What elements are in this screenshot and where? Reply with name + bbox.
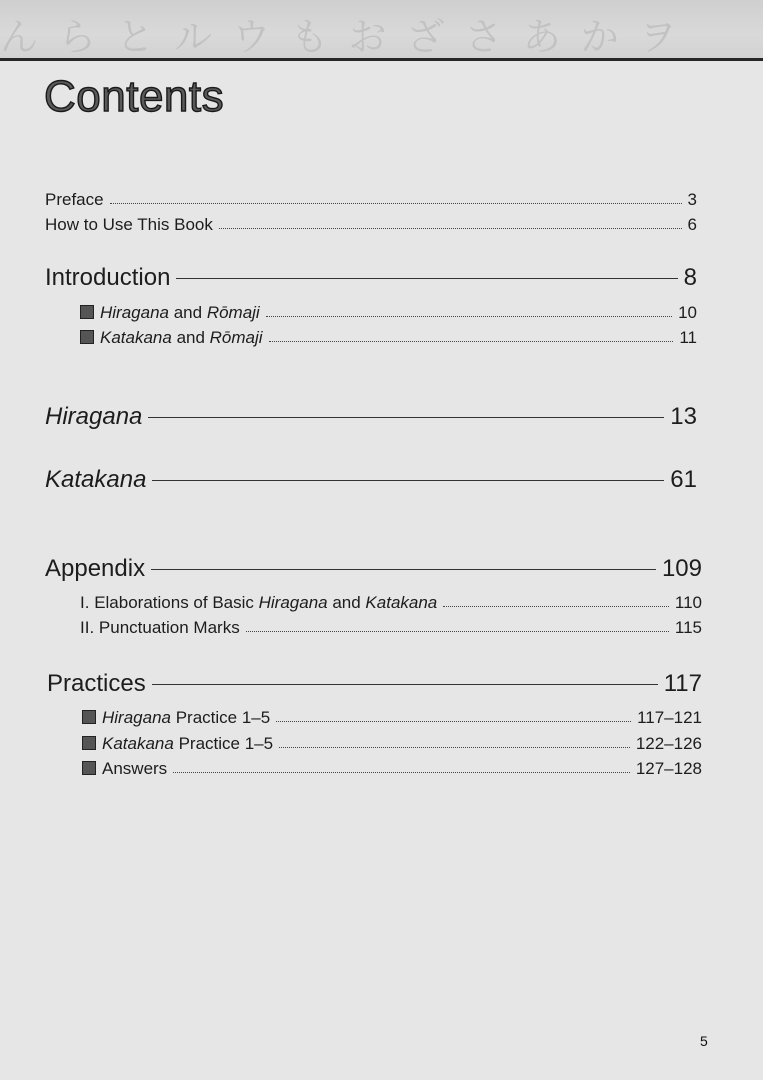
toc-chapter-katakana[interactable] bbox=[45, 466, 697, 494]
toc-entry-hiragana-practice[interactable] bbox=[82, 708, 702, 728]
toc-entry-answers[interactable] bbox=[82, 759, 702, 779]
toc-entry-label: I. Elaborations of Basic Hiragana and Katakana bbox=[80, 593, 438, 612]
toc-chapter-appendix[interactable] bbox=[45, 555, 702, 583]
toc-entry-label: Katakana and Rōmaji bbox=[80, 328, 263, 348]
toc-entry-page: 3 bbox=[687, 190, 697, 209]
square-bullet-icon bbox=[82, 761, 96, 775]
toc-entry-label: How to Use This Book bbox=[45, 215, 213, 234]
page-number: 5 bbox=[700, 1033, 708, 1049]
dot-leader bbox=[246, 631, 669, 632]
header-rule bbox=[0, 58, 763, 61]
dot-leader bbox=[443, 606, 669, 607]
dot-leader bbox=[110, 203, 682, 204]
dot-leader bbox=[276, 721, 631, 722]
toc-entry-page: 117–121 bbox=[637, 708, 702, 727]
toc-chapter-page: 8 bbox=[683, 264, 697, 291]
page-title: Contents bbox=[44, 72, 225, 121]
toc-entry-how-to-use[interactable] bbox=[45, 215, 697, 235]
toc-entry-label: Katakana Practice 1–5 bbox=[82, 734, 273, 754]
toc-chapter-label: Hiragana bbox=[45, 403, 143, 430]
toc-entry-page: 110 bbox=[674, 593, 702, 612]
dot-leader bbox=[266, 316, 672, 317]
rule-leader bbox=[152, 480, 664, 481]
toc-chapter-label: Appendix bbox=[45, 555, 146, 582]
toc-entry-preface[interactable] bbox=[45, 190, 697, 210]
toc-chapter-page: 13 bbox=[670, 403, 697, 430]
toc-chapter-page: 61 bbox=[670, 466, 697, 493]
toc-entry-label: Preface bbox=[45, 190, 104, 209]
square-bullet-icon bbox=[80, 330, 94, 344]
header-band bbox=[0, 0, 763, 58]
decorative-kana-pattern: ん ら と ル ウ も お ざ さ あ か ヲ bbox=[0, 15, 681, 58]
rule-leader bbox=[176, 278, 677, 279]
rule-leader bbox=[151, 569, 656, 570]
toc-chapter-label: Introduction bbox=[45, 264, 171, 291]
toc-entry-label: Hiragana and Rōmaji bbox=[80, 303, 260, 323]
toc-chapter-label: Practices bbox=[47, 670, 146, 697]
toc-chapter-hiragana[interactable] bbox=[45, 403, 697, 431]
dot-leader bbox=[173, 772, 630, 773]
rule-leader bbox=[152, 684, 658, 685]
toc-chapter-page: 109 bbox=[661, 555, 702, 582]
toc-entry-elaborations[interactable] bbox=[80, 593, 702, 613]
toc-entry-page: 6 bbox=[687, 215, 697, 234]
toc-entry-katakana-romaji[interactable] bbox=[80, 328, 697, 348]
toc-entry-page: 11 bbox=[679, 328, 697, 347]
toc-entry-page: 115 bbox=[674, 618, 702, 637]
dot-leader bbox=[269, 341, 674, 342]
toc-entry-page: 127–128 bbox=[635, 759, 702, 778]
square-bullet-icon bbox=[80, 305, 94, 319]
toc-entry-punctuation[interactable] bbox=[80, 618, 702, 638]
rule-leader bbox=[148, 417, 664, 418]
toc-entry-page: 10 bbox=[678, 303, 697, 322]
toc-entry-label: Hiragana Practice 1–5 bbox=[82, 708, 270, 728]
toc-chapter-practices[interactable] bbox=[47, 670, 702, 698]
toc-entry-label: II. Punctuation Marks bbox=[80, 618, 240, 637]
dot-leader bbox=[219, 228, 682, 229]
square-bullet-icon bbox=[82, 736, 96, 750]
toc-entry-katakana-practice[interactable] bbox=[82, 734, 702, 754]
dot-leader bbox=[279, 747, 630, 748]
toc-chapter-introduction[interactable] bbox=[45, 264, 697, 292]
toc-chapter-page: 117 bbox=[663, 670, 702, 697]
toc-entry-page: 122–126 bbox=[635, 734, 702, 753]
toc-chapter-label: Katakana bbox=[45, 466, 147, 493]
toc-entry-label: Answers bbox=[82, 759, 167, 779]
square-bullet-icon bbox=[82, 710, 96, 724]
toc-entry-hiragana-romaji[interactable] bbox=[80, 303, 697, 323]
